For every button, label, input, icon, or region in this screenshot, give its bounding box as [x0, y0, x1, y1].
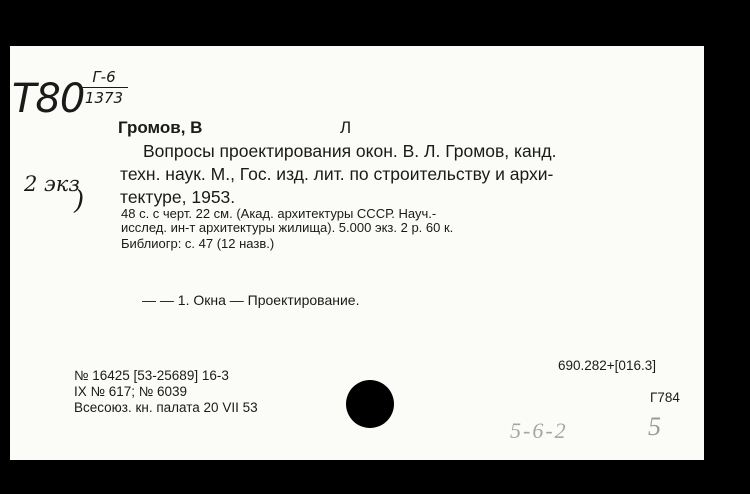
shelf-mark: Т80: [12, 76, 85, 122]
classification-number: 690.282+[016.3]: [558, 358, 656, 373]
fraction-divider: [80, 87, 128, 88]
author-mark: Г784: [650, 390, 680, 405]
title-line-2: техн. наук. М., Гос. изд. лит. по строительству и архи-: [120, 164, 554, 184]
shelf-fraction-top: Г-6: [92, 68, 116, 86]
catalog-card: [10, 46, 704, 460]
subject-tracing: — — 1. Окна — Проектирование.: [142, 292, 360, 308]
collation-line-2: исслед. ин-т архитектуры жилища). 5.000 экз. 2 р. 60 к.: [121, 220, 454, 235]
registry-line-1: № 16425 [53-25689] 16-3: [74, 368, 229, 383]
collation-line-1: 48 с. с черт. 22 см. (Акад. архитектуры СССР. Науч.-: [121, 206, 437, 221]
faded-stamp-mark: 5: [648, 412, 661, 441]
punch-hole: [346, 380, 394, 428]
copies-note: 2 экз: [24, 172, 80, 196]
title-line-3: тектуре, 1953.: [120, 187, 236, 207]
copies-mark: ): [74, 186, 85, 216]
title-line-1: Вопросы проектирования окон. В. Л. Громов, канд.: [143, 141, 557, 161]
faded-stamp: 5-6-2: [510, 418, 568, 443]
shelf-mark-fraction: [80, 68, 128, 107]
bibliography-note: Библиогр: с. 47 (12 назв.): [121, 236, 275, 251]
registry-line-3: Всесоюз. кн. палата 20 VII 53: [74, 400, 258, 415]
author-initial: Л: [340, 118, 352, 137]
shelf-fraction-bottom: 1373: [84, 89, 124, 107]
author-heading: Громов, В: [118, 118, 203, 137]
registry-line-2: IX № 617; № 6039: [74, 384, 188, 399]
